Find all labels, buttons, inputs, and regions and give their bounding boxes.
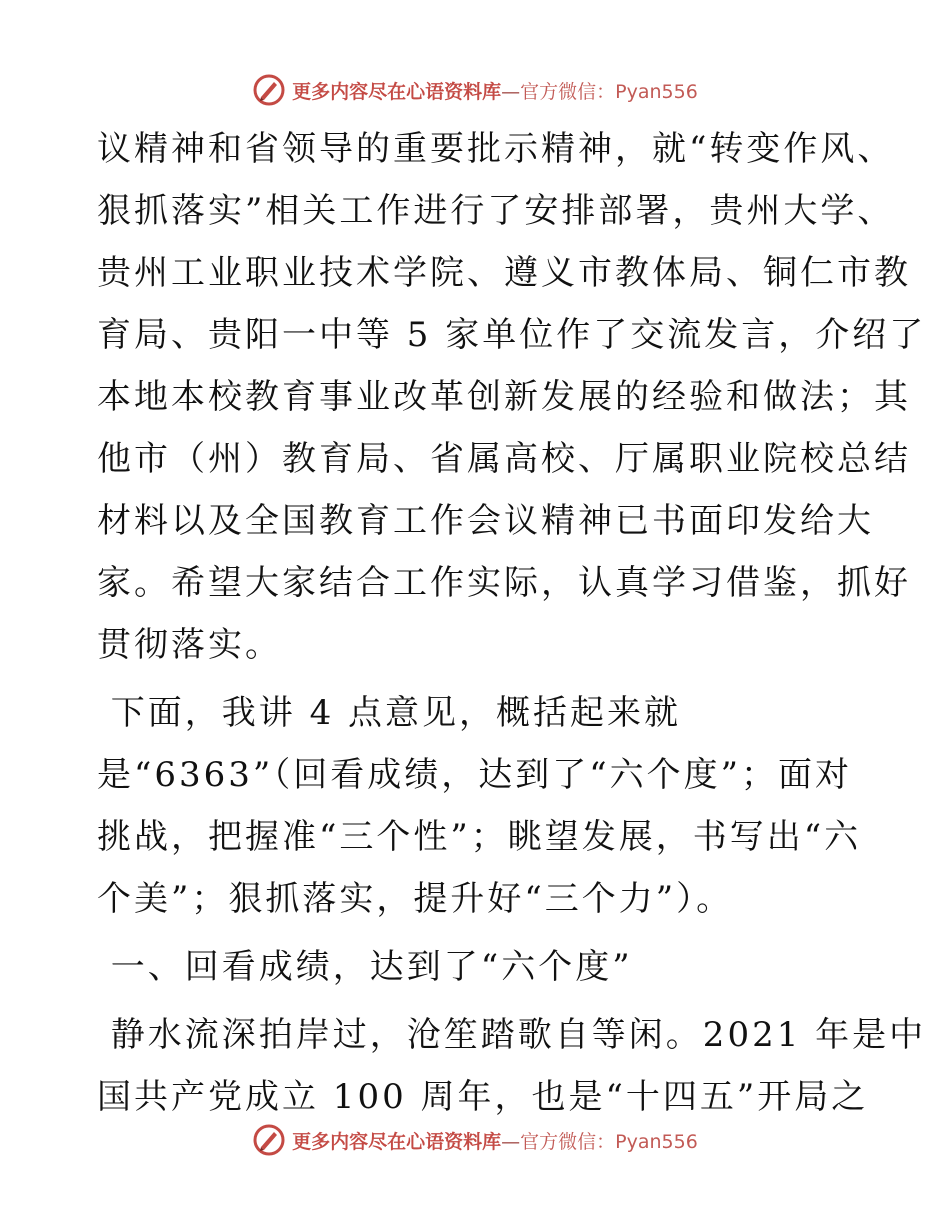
text-line: 育局、贵阳一中等 5 家单位作了交流发言，介绍了 bbox=[97, 315, 927, 355]
text-line: 挑战，把握准“三个性”；眺望发展，书写出“六 bbox=[97, 817, 862, 857]
text-line: 国共产党成立 100 周年，也是“十四五”开局之 bbox=[97, 1077, 869, 1117]
text-line: 贵州工业职业技术学院、遵义市教体局、铜仁市教 bbox=[97, 253, 911, 293]
paragraph-1 bbox=[97, 118, 927, 676]
text-line: 下面，我讲 4 点意见，概括起来就 bbox=[97, 693, 682, 733]
paragraph-2 bbox=[97, 682, 862, 930]
footer-watermark-contact: 官方微信：Pyan556 bbox=[520, 1130, 698, 1153]
footer-watermark-separator: — bbox=[501, 1130, 521, 1153]
text-line: 是“6363”（回看成绩，达到了“六个度”；面对 bbox=[97, 755, 853, 795]
header-watermark-main: 更多内容尽在心语资料库 bbox=[292, 80, 502, 103]
pen-seal-icon bbox=[252, 73, 286, 107]
header-watermark-separator: — bbox=[501, 80, 521, 103]
pen-seal-icon bbox=[252, 1123, 286, 1157]
paragraph-3 bbox=[97, 1004, 927, 1128]
footer-watermark-text bbox=[292, 1127, 698, 1154]
document-body bbox=[97, 118, 927, 1128]
text-line: 材料以及全国教育工作会议精神已书面印发给大 bbox=[97, 501, 874, 541]
text-line: 贯彻落实。 bbox=[97, 625, 282, 665]
text-line: 狠抓落实”相关工作进行了安排部署，贵州大学、 bbox=[97, 191, 895, 231]
header-watermark-contact: 官方微信：Pyan556 bbox=[520, 80, 698, 103]
text-line: 他市（州）教育局、省属高校、厅属职业院校总结 bbox=[97, 439, 911, 479]
section-heading: 一、回看成绩，达到了“六个度” bbox=[97, 947, 633, 987]
text-line: 静水流深拍岸过，沧笙踏歌自等闲。2021 年是中 bbox=[97, 1015, 927, 1055]
text-line: 本地本校教育事业改革创新发展的经验和做法；其 bbox=[97, 377, 911, 417]
text-line: 个美”；狠抓落实，提升好“三个力”）。 bbox=[97, 879, 734, 919]
header-watermark-text bbox=[292, 77, 698, 104]
text-line: 家。希望大家结合工作实际，认真学习借鉴，抓好 bbox=[97, 563, 911, 603]
text-line: 议精神和省领导的重要批示精神，就“转变作风、 bbox=[97, 129, 895, 169]
header-watermark-banner bbox=[0, 70, 950, 110]
footer-watermark-banner bbox=[0, 1120, 950, 1160]
footer-watermark-main: 更多内容尽在心语资料库 bbox=[292, 1130, 502, 1153]
